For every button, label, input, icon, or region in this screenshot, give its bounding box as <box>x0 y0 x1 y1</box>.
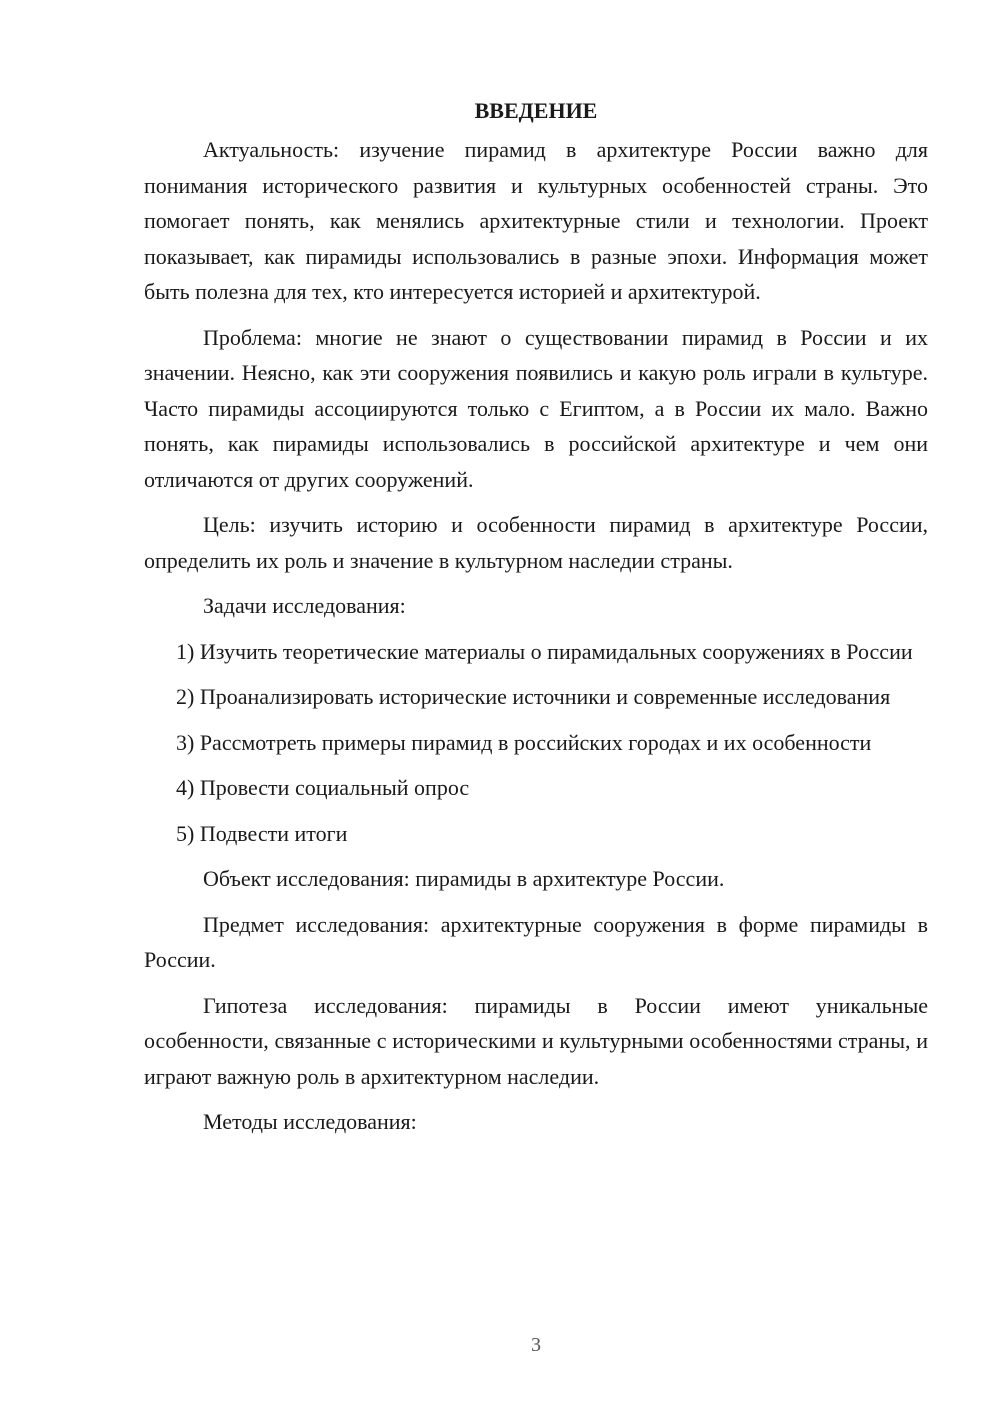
task-item-2: 2) Проанализировать исторические источники и современные исследования <box>176 684 891 709</box>
task-item-1: 1) Изучить теоретические материалы о пирамидальных сооружениях в России <box>176 638 913 664</box>
paragraph-problem: Проблема: многие не знают о существовании пирамид в России и их значении. Неясно, как эти сооружения появились и какую роль играли в культуре. Часто пирамиды ассоциируются только с Египтом, а в России их мало. Важно понять, как пирамиды использовались в российской архитектуре и чем они отличаются от других сооружений. <box>144 324 928 492</box>
page-number: 3 <box>531 1334 541 1356</box>
paragraph-methods: Методы исследования: <box>203 1109 417 1134</box>
task-item-3: 3) Рассмотреть примеры пирамид в российских городах и их особенности <box>176 729 872 755</box>
document-page <box>144 96 928 1150</box>
paragraph-subject: Предмет исследования: архитектурные сооружения в форме пирамиды в России. <box>144 911 928 972</box>
tasks-heading: Задачи исследования: <box>203 593 406 618</box>
task-item-4: 4) Провести социальный опрос <box>176 775 470 800</box>
paragraph-goal: Цель: изучить историю и особенности пирамид в архитектуре России, определить их роль и значение в культурном наследии страны. <box>144 512 928 573</box>
paragraph-relevance: Актуальность: изучение пирамид в архитектуре России важно для понимания исторического развития и культурных особенностей страны. Это помогает понять, как менялись архитектурные стили и технологии. Проект показывает, как пирамиды использовались в разные эпохи. Информация может быть полезна для тех, кто интересуется историей и архитектурой. <box>144 137 928 304</box>
paragraph-object: Объект исследования: пирамиды в архитектуре России. <box>203 866 725 891</box>
task-item-5: 5) Подвести итоги <box>176 820 348 846</box>
paragraph-hypothesis: Гипотеза исследования: пирамиды в России имеют уникальные особенности, связанные с историческими и культурными особенностями страны, и играют важную роль в архитектурном наследии. <box>144 992 928 1089</box>
section-title: ВВЕДЕНИЕ <box>474 98 598 123</box>
